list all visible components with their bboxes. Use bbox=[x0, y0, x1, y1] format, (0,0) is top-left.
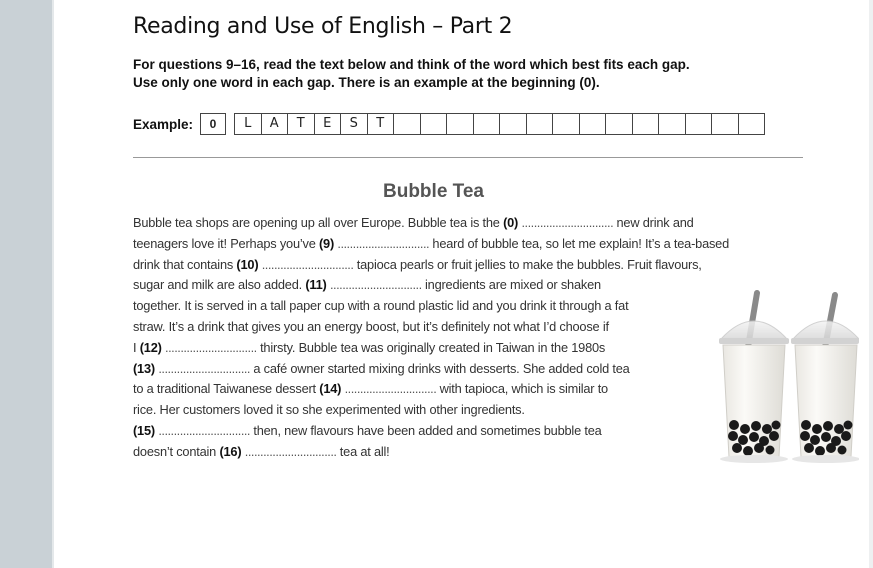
example-answer-grid bbox=[234, 113, 765, 135]
right-edge bbox=[869, 0, 873, 568]
article-line bbox=[133, 234, 773, 255]
example-letter-cell bbox=[553, 114, 580, 134]
line-text: a café owner started mixing drinks with desserts. She added cold tea bbox=[250, 360, 630, 376]
article-title: Bubble Tea bbox=[383, 181, 484, 202]
example-letter-cell bbox=[580, 114, 607, 134]
example-letter-cell bbox=[421, 114, 448, 134]
example-letter-cell: L bbox=[235, 114, 262, 134]
answer-gap[interactable]: .............................. bbox=[158, 360, 250, 376]
example-letter-cell bbox=[527, 114, 554, 134]
example-letter-cell bbox=[712, 114, 739, 134]
line-text: tapioca pearls or fruit jellies to make the bubbles. Fruit flavours, bbox=[353, 256, 702, 272]
answer-gap[interactable]: .............................. bbox=[244, 443, 337, 459]
example-letter-cell: T bbox=[368, 114, 395, 134]
line-text: thirsty. Bubble tea was originally created in Taiwan in the 1980s bbox=[256, 339, 606, 355]
example-letter-cell bbox=[686, 114, 713, 134]
gap-number: (0) bbox=[503, 215, 519, 230]
gap-number: (11) bbox=[305, 277, 327, 293]
example-letter-cell: E bbox=[315, 114, 342, 134]
example-letter-cell bbox=[447, 114, 474, 134]
gap-number: (13) bbox=[133, 360, 155, 376]
answer-gap[interactable]: .............................. bbox=[521, 215, 614, 230]
line-text: drink that contains bbox=[133, 256, 237, 272]
line-text: Bubble tea shops are opening up all over Europe. Bubble tea is the bbox=[133, 215, 504, 230]
line-text: new drink and bbox=[613, 215, 694, 230]
line-text: with tapioca, which is similar to bbox=[436, 381, 608, 397]
answer-gap[interactable]: .............................. bbox=[165, 339, 257, 355]
example-letter-cell bbox=[739, 114, 766, 134]
example-letter-cell: A bbox=[262, 114, 289, 134]
line-text: tea at all! bbox=[336, 443, 390, 459]
gap-number: (14) bbox=[319, 381, 342, 397]
gap-number: (15) bbox=[133, 422, 155, 438]
page-title: Reading and Use of English – Part 2 bbox=[133, 14, 513, 39]
gap-number: (10) bbox=[236, 256, 259, 272]
line-text: to a traditional Taiwanese dessert bbox=[133, 381, 320, 397]
answer-gap[interactable]: .............................. bbox=[261, 256, 354, 272]
example-letter-cell bbox=[659, 114, 686, 134]
line-text: doesn’t contain bbox=[133, 443, 220, 459]
example-letter-cell bbox=[394, 114, 421, 134]
left-cup bbox=[719, 293, 789, 463]
answer-gap[interactable]: .............................. bbox=[344, 381, 437, 397]
instructions bbox=[133, 56, 690, 92]
line-text: ingredients are mixed or shaken bbox=[421, 277, 601, 293]
example-letter-cell: T bbox=[288, 114, 315, 134]
instructions-line-2: Use only one word in each gap. There is an example at the beginning (0). bbox=[133, 75, 600, 90]
answer-gap[interactable]: .............................. bbox=[337, 235, 430, 251]
line-text: then, new flavours have been added and sometimes bubble tea bbox=[250, 422, 602, 438]
example-label: Example: bbox=[133, 117, 194, 132]
gap-number: (12) bbox=[139, 339, 162, 355]
instructions-line-1: For questions 9–16, read the text below and think of the word which best fits each gap. bbox=[133, 57, 690, 72]
example-letter-cell bbox=[500, 114, 527, 134]
line-text: I bbox=[133, 339, 140, 355]
bubble-tea-cups-image bbox=[659, 285, 859, 470]
line-text: sugar and milk are also added. bbox=[133, 277, 306, 293]
example-letter-cell bbox=[606, 114, 633, 134]
gap-number: (9) bbox=[318, 235, 335, 251]
answer-gap[interactable]: .............................. bbox=[158, 422, 250, 438]
gap-number: (16) bbox=[219, 443, 242, 459]
example-number-box: 0 bbox=[200, 113, 226, 135]
left-sidebar bbox=[0, 0, 52, 568]
document-page bbox=[54, 0, 869, 568]
line-text: heard of bubble tea, so let me explain! It’s a tea-based bbox=[429, 235, 730, 251]
answer-gap[interactable]: .............................. bbox=[329, 277, 422, 293]
divider bbox=[133, 157, 803, 158]
example-letter-cell: S bbox=[341, 114, 368, 134]
right-cup bbox=[791, 295, 859, 463]
line-text: rice. Her customers loved it so she experimented with other ingredients. bbox=[133, 402, 525, 418]
line-text: together. It is served in a tall paper cup with a round plastic lid and you drink it through a fat bbox=[133, 298, 629, 314]
example-letter-cell bbox=[633, 114, 660, 134]
line-text: straw. It’s a drink that gives you an energy boost, but it’s definitely not what I’d choose if bbox=[133, 318, 609, 334]
article-line bbox=[133, 213, 773, 234]
example-letter-cell bbox=[474, 114, 501, 134]
article-line bbox=[133, 255, 773, 276]
line-text: teenagers love it! Perhaps you’ve bbox=[133, 235, 319, 251]
